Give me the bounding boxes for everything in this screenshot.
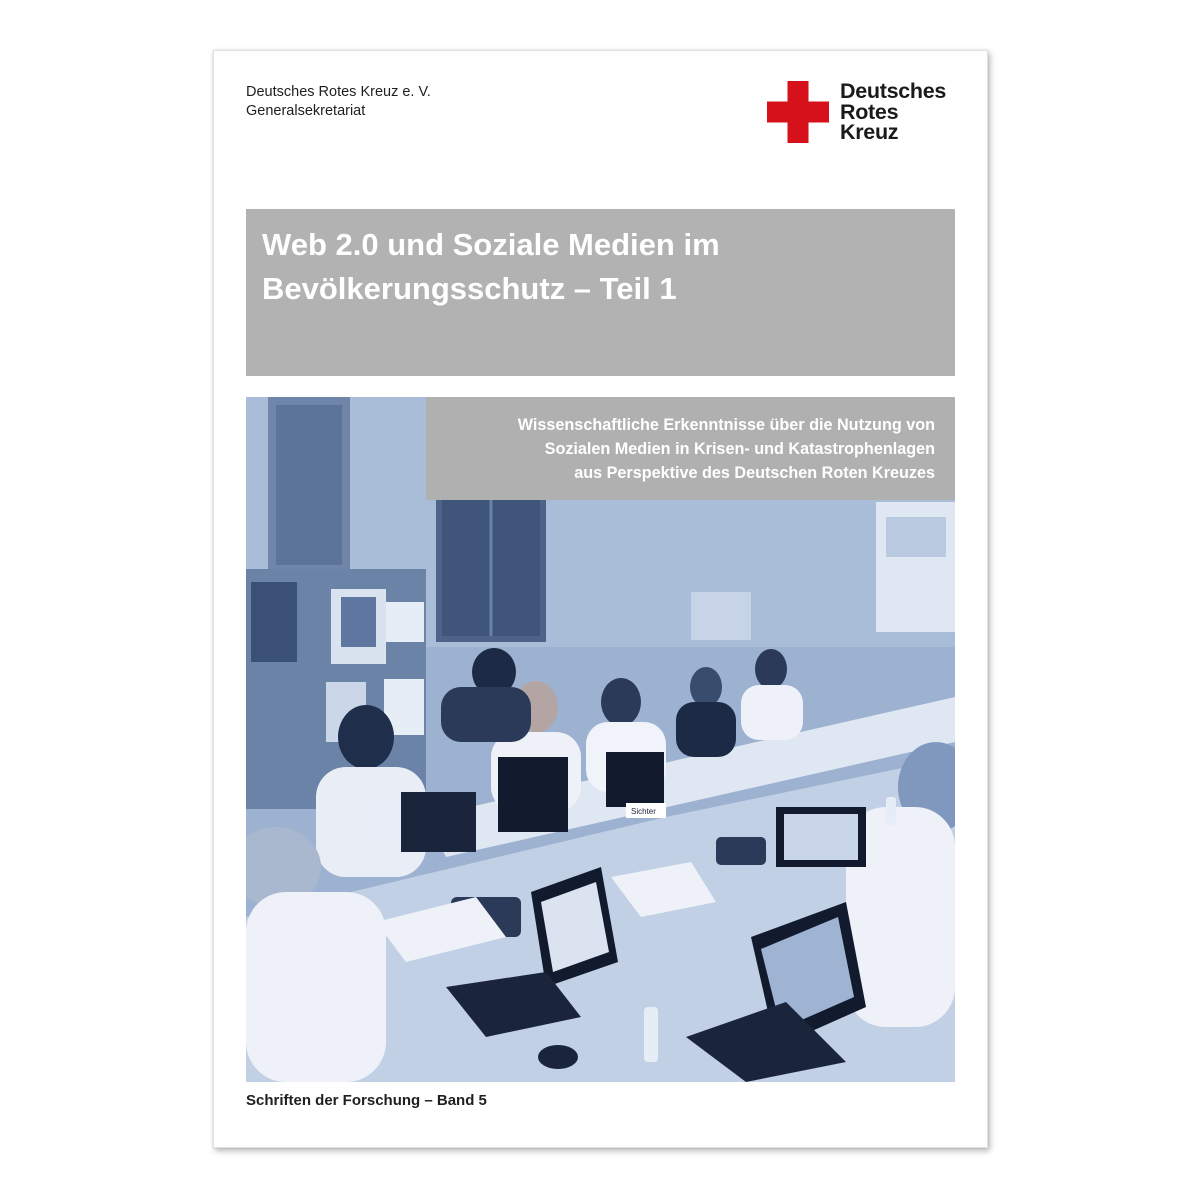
sichter-label: Sichter bbox=[631, 807, 656, 816]
publisher-department: Generalsekretariat bbox=[246, 103, 366, 119]
drk-logo bbox=[767, 81, 967, 151]
logo-line-1: Deutsches bbox=[840, 79, 947, 103]
publisher-info bbox=[246, 83, 431, 121]
subtitle-banner bbox=[426, 397, 955, 500]
logo-line-3: Kreuz bbox=[840, 120, 899, 144]
subtitle-line-1: Wissenschaftliche Erkenntnisse über die Nutzung von bbox=[517, 416, 935, 434]
subtitle-line-2: Sozialen Medien in Krisen- und Katastrophenlagen bbox=[544, 440, 935, 458]
red-cross-icon bbox=[767, 81, 829, 143]
logo-line-2: Rotes bbox=[840, 99, 899, 124]
publisher-name: Deutsches Rotes Kreuz e. V. bbox=[246, 84, 431, 100]
title-line-2: Bevölkerungsschutz – Teil 1 bbox=[262, 271, 677, 306]
series-label: Schriften der Forschung – Band 5 bbox=[246, 1092, 487, 1109]
logo-wordmark bbox=[840, 81, 946, 143]
title-banner bbox=[246, 209, 955, 376]
title-line-1: Web 2.0 und Soziale Medien im bbox=[262, 227, 720, 262]
book-cover bbox=[213, 50, 988, 1148]
cover-subtitle bbox=[518, 413, 935, 485]
subtitle-line-3: aus Perspektive des Deutschen Roten Kreuzes bbox=[574, 464, 935, 482]
cover-title bbox=[262, 223, 942, 311]
cover-photo bbox=[246, 397, 955, 1082]
